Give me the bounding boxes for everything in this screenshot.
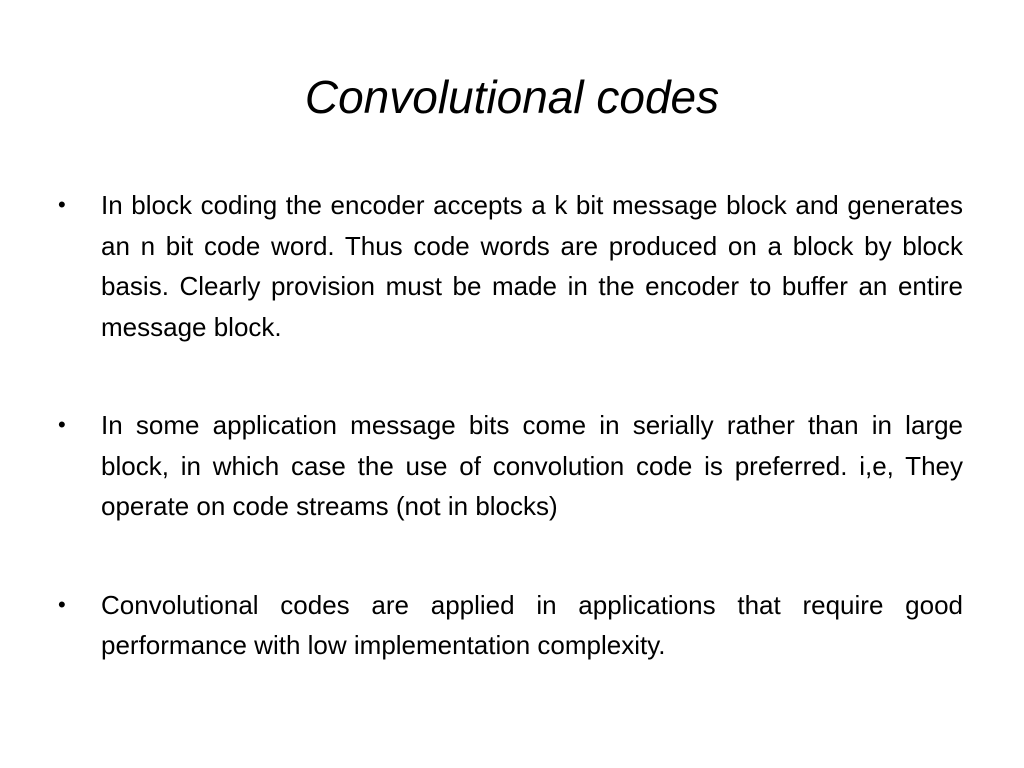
bullet-text: In block coding the encoder accepts a k bit message block and generates an n bit code word. Thus code words are produced on a block by block basis. Clearly provision must be made in the encoder to buffer an entire message block.	[101, 190, 963, 342]
bullet-list	[58, 185, 963, 666]
bullet-icon: •	[58, 192, 66, 217]
bullet-icon: •	[58, 591, 66, 617]
bullet-text: Convolutional codes are applied in applications that require good performance with low implementation complexity.	[101, 589, 963, 660]
bullet-text: In some application message bits come in serially rather than in large block, in which case the use of convolution code is preferred. i,e, They operate on code streams (not in blocks)	[101, 410, 963, 521]
bullet-item	[58, 585, 963, 666]
slide-title: Convolutional codes	[304, 71, 720, 123]
bullet-icon: •	[58, 412, 66, 437]
bullet-item	[58, 405, 963, 527]
bullet-item	[58, 185, 963, 347]
